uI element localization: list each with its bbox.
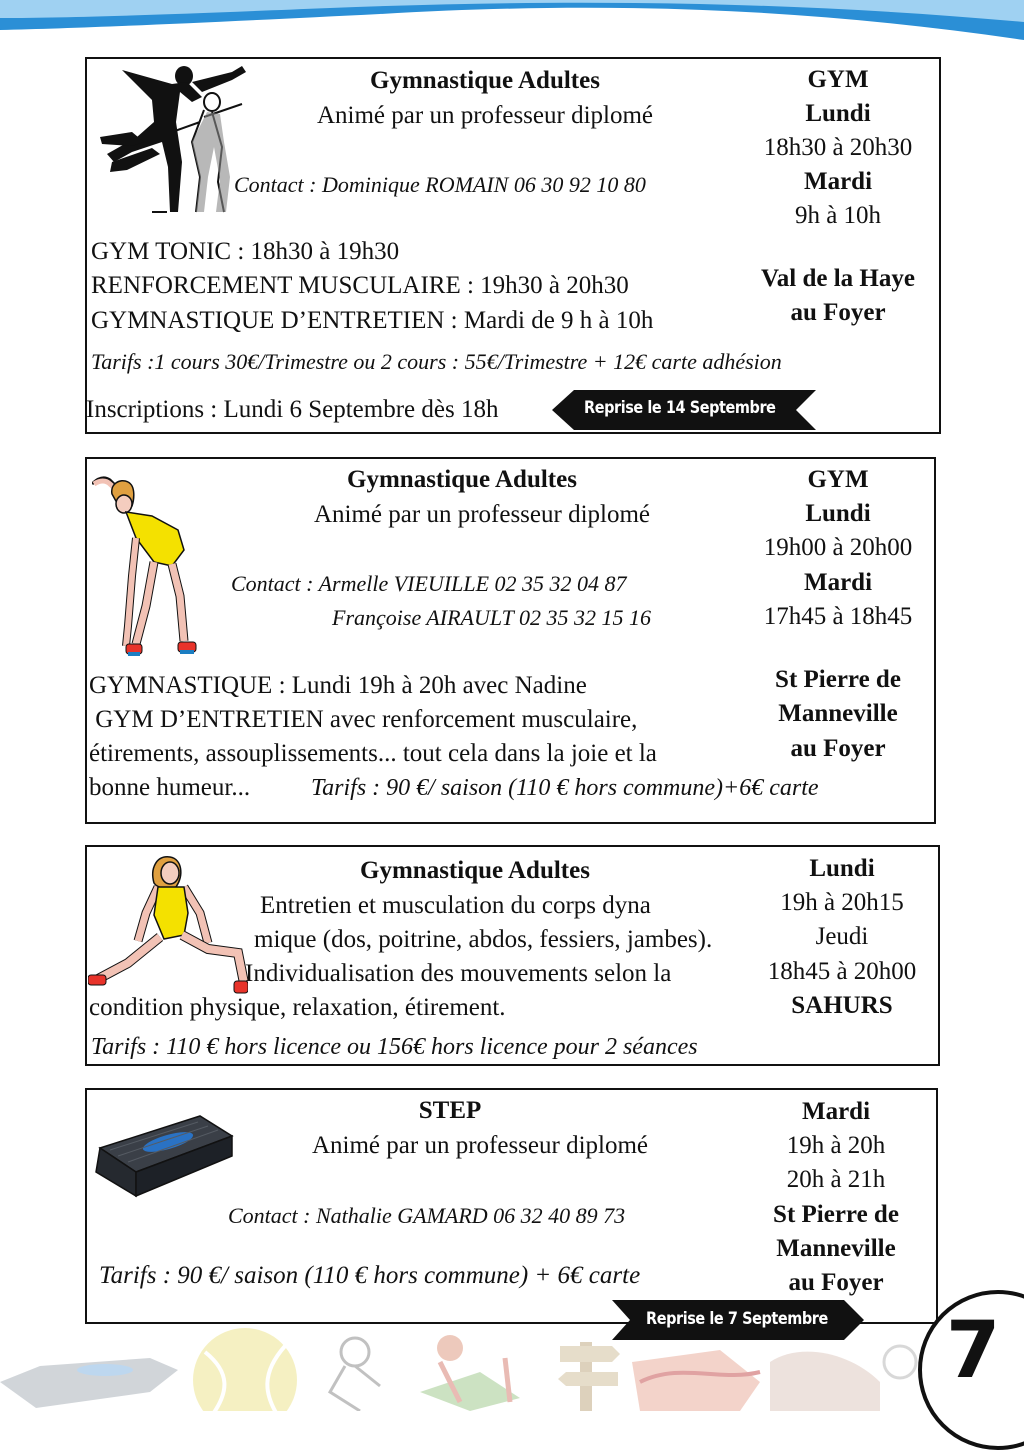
- block1-detail-0: GYM TONIC : 18h30 à 19h30: [91, 238, 400, 265]
- block4-location-1: Manneville: [776, 1235, 896, 1262]
- block4-schedule-2: 20h à 21h: [786, 1166, 886, 1193]
- block2-contact2: Françoise AIRAULT 02 35 32 15 16: [332, 605, 651, 630]
- block3-schedule-1: 19h à 20h15: [780, 889, 904, 916]
- block2-contact: Contact : Armelle VIEUILLE 02 35 32 04 87: [231, 571, 627, 596]
- block3-tarifs: Tarifs : 110 € hors licence ou 156€ hors licence pour 2 séances: [91, 1034, 698, 1060]
- block3-schedule-3: 18h45 à 20h00: [767, 958, 917, 985]
- footer-decoration-strip: [0, 1322, 930, 1411]
- block3-detail-3: condition physique, relaxation, étirement.: [89, 994, 506, 1021]
- block2-detail-1: GYM D’ENTRETIEN avec renforcement musculaire,: [89, 706, 638, 733]
- block1-title: Gymnastique Adultes: [370, 67, 600, 94]
- block1-tarifs: Tarifs :1 cours 30€/Trimestre ou 2 cours : 55€/Trimestre + 12€ carte adhésion: [91, 349, 782, 374]
- block1-subtitle: Animé par un professeur diplomé: [316, 102, 654, 129]
- block2-detail-2: étirements, assouplissements... tout cela dans la joie et la: [89, 740, 657, 767]
- block4-subtitle: Animé par un professeur diplomé: [311, 1132, 649, 1159]
- block4-location-2: au Foyer: [788, 1269, 884, 1296]
- block1-schedule-1: Lundi: [805, 100, 871, 127]
- block3-detail-0: Entretien et musculation du corps dyna: [260, 892, 651, 919]
- block1-schedule-0: GYM: [807, 66, 869, 93]
- block1-ribbon-label: Reprise le 14 Septembre: [584, 398, 776, 418]
- block1-schedule-2: 18h30 à 20h30: [763, 134, 913, 161]
- block2-schedule-3: Mardi: [803, 569, 873, 596]
- block4-title: STEP: [418, 1097, 482, 1124]
- block1-inscriptions: Inscriptions : Lundi 6 Septembre dès 18h: [86, 396, 499, 423]
- block2-subtitle: Animé par un professeur diplomé: [313, 501, 651, 528]
- block2-location-0: St Pierre de: [775, 666, 901, 693]
- step-board-illustration: [90, 1108, 240, 1203]
- woman-stretching-illustration: [92, 466, 202, 666]
- page-number: 7: [946, 1306, 1001, 1396]
- block2-detail-3: bonne humeur...: [89, 774, 251, 801]
- block4-schedule-1: 19h à 20h: [786, 1132, 886, 1159]
- block2-schedule-0: GYM: [807, 466, 869, 493]
- block1-detail-2: GYMNASTIQUE D’ENTRETIEN : Mardi de 9 h à 10h: [91, 307, 654, 334]
- block2-location-1: Manneville: [778, 700, 898, 727]
- block2-tarifs: Tarifs : 90 €/ saison (110 € hors commune)+6€ carte: [311, 775, 819, 801]
- block2-schedule-1: Lundi: [805, 500, 871, 527]
- block4-contact: Contact : Nathalie GAMARD 06 32 40 89 73: [228, 1203, 626, 1228]
- block1-location-1: au Foyer: [790, 299, 886, 326]
- block4-ribbon-label: Reprise le 7 Septembre: [646, 1309, 828, 1329]
- block3-detail-1: mique (dos, poitrine, abdos, fessiers, jambes).: [254, 926, 713, 953]
- block2-schedule-4: 17h45 à 18h45: [763, 603, 913, 630]
- block3-title: Gymnastique Adultes: [360, 857, 590, 884]
- block4-schedule-0: Mardi: [801, 1098, 871, 1125]
- block1-schedule-3: Mardi: [803, 168, 873, 195]
- block2-location-2: au Foyer: [790, 735, 886, 762]
- block3-schedule-0: Lundi: [809, 855, 875, 882]
- block2-schedule-2: 19h00 à 20h00: [763, 534, 913, 561]
- block4-tarifs: Tarifs : 90 €/ saison (110 € hors commune) + 6€ carte: [99, 1262, 641, 1289]
- block1-schedule-4: 9h à 10h: [794, 202, 882, 229]
- block1-detail-1: RENFORCEMENT MUSCULAIRE : 19h30 à 20h30: [91, 272, 629, 299]
- block3-schedule-2: Jeudi: [815, 923, 869, 950]
- block3-schedule-4: SAHURS: [791, 992, 893, 1019]
- block3-detail-2: Individualisation des mouvements selon la: [245, 960, 672, 987]
- block2-title: Gymnastique Adultes: [347, 466, 577, 493]
- block2-detail-0: GYMNASTIQUE : Lundi 19h à 20h avec Nadine: [89, 672, 587, 699]
- block1-contact: Contact : Dominique ROMAIN 06 30 92 10 80: [234, 172, 646, 197]
- block4-location-0: St Pierre de: [773, 1201, 899, 1228]
- block1-location-0: Val de la Haye: [761, 265, 915, 292]
- woman-lunge-illustration: [88, 853, 248, 998]
